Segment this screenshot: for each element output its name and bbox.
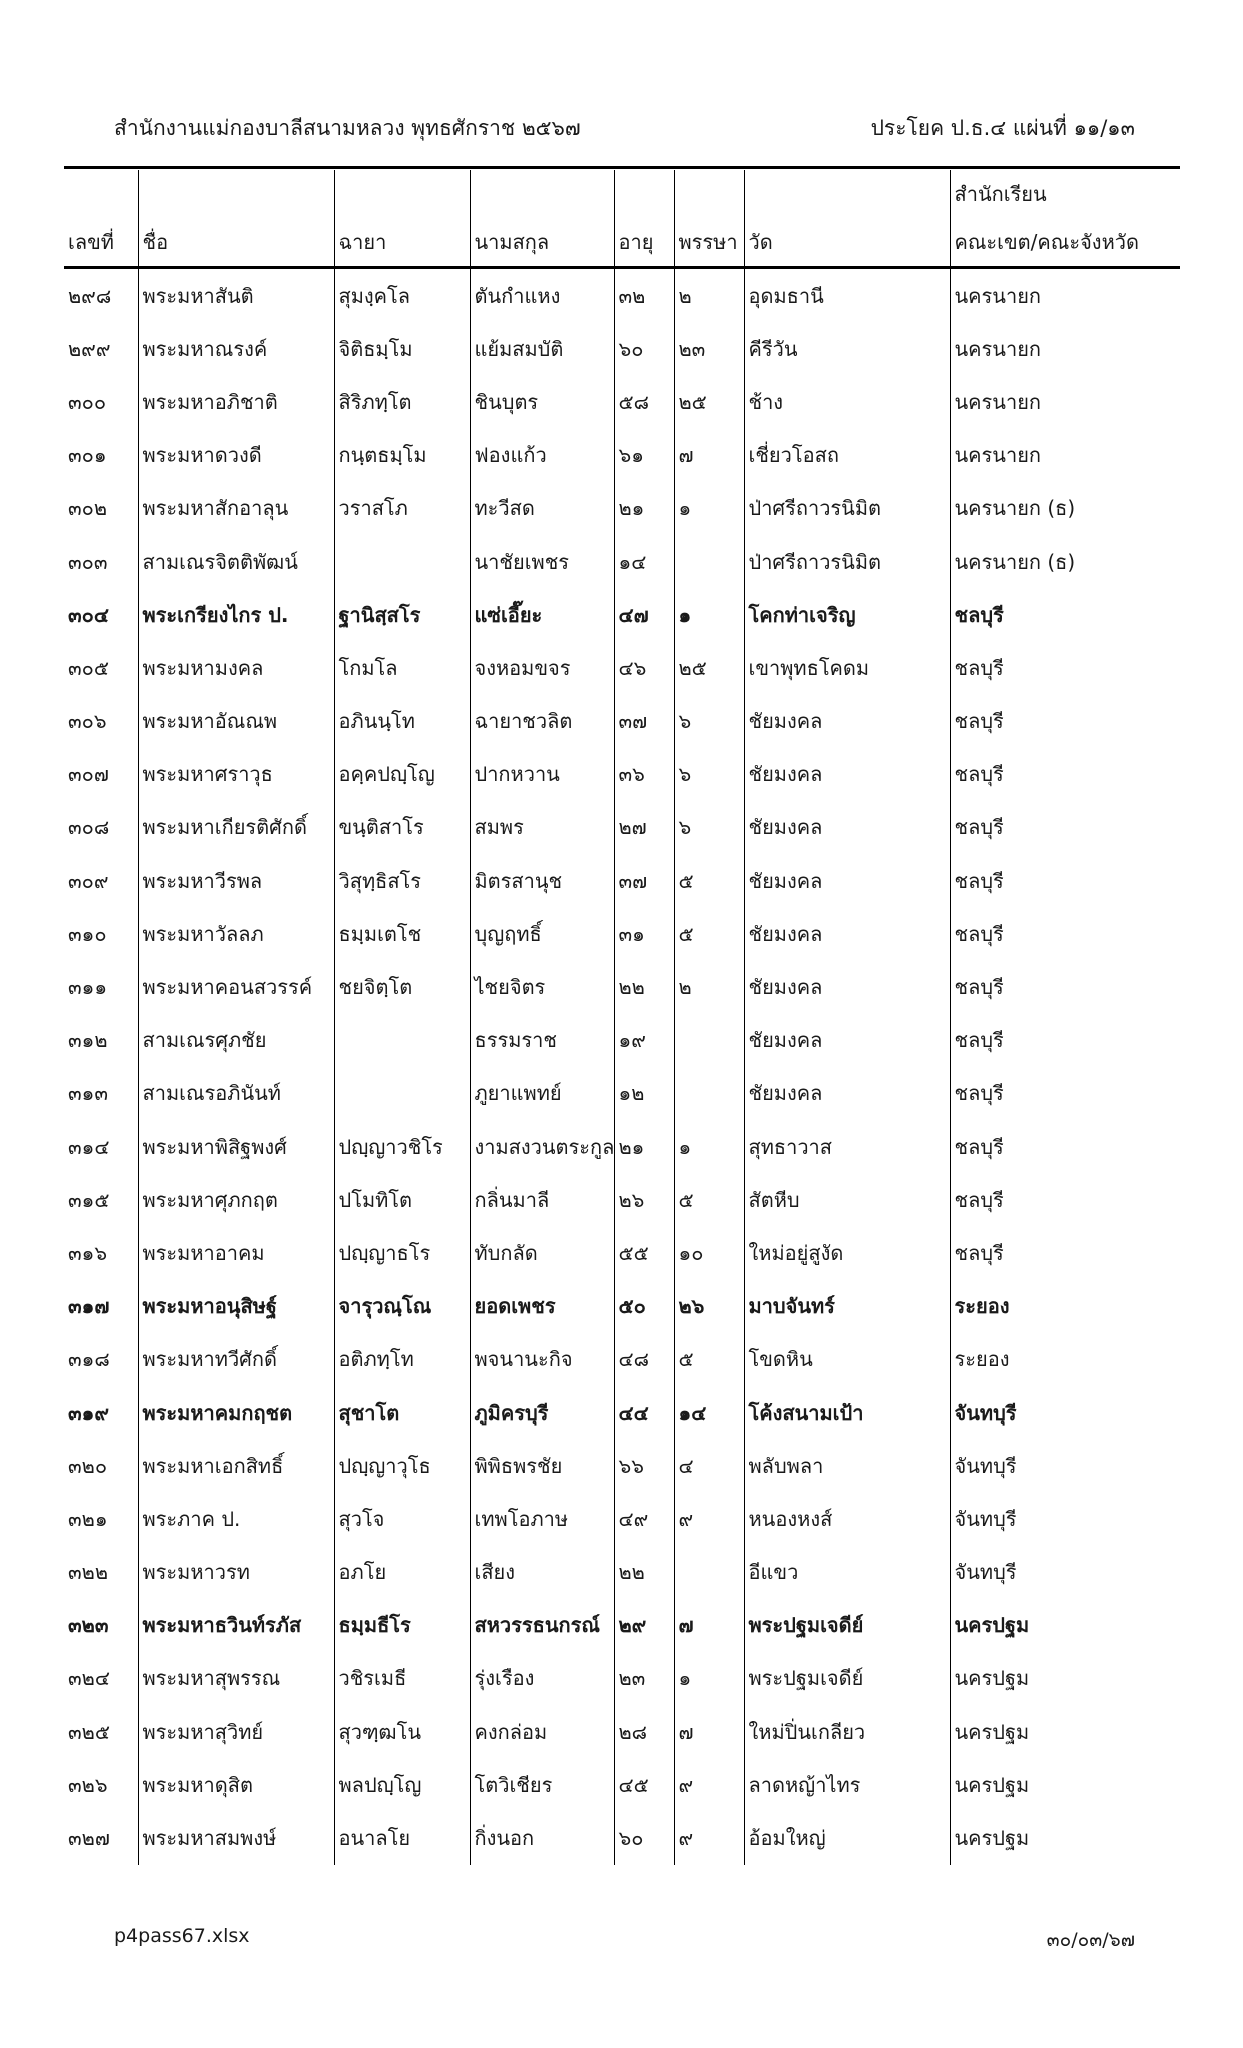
cell-phansa: ๙ xyxy=(674,1811,744,1864)
cell-no: ๓๑๙ xyxy=(68,1400,110,1425)
cell-office: ระยอง xyxy=(950,1333,1180,1386)
cell-alias: ปโมทิโต xyxy=(334,1173,470,1226)
results-table xyxy=(64,170,1180,1865)
cell-age: ๑๒ xyxy=(614,1067,674,1120)
cell-phansa: ๑๔ xyxy=(674,1386,744,1439)
cell-phansa: ๑ xyxy=(674,588,744,641)
cell-age: ๑๙ xyxy=(614,1014,674,1067)
cell-office: จันทบุรี xyxy=(950,1439,1180,1492)
cell-age: ๓๒ xyxy=(614,268,674,323)
cell-no: ๓๐๕ xyxy=(68,655,110,680)
table-row xyxy=(64,429,1180,482)
column-header-age: อายุ xyxy=(614,218,674,268)
column-header-name: ชื่อ xyxy=(138,218,334,268)
cell-office: ชลบุรี xyxy=(950,1120,1180,1173)
cell-age: ๖๑ xyxy=(614,429,674,482)
cell-phansa: ๖ xyxy=(674,801,744,854)
cell-surname: คงกล่อม xyxy=(470,1705,614,1758)
cell-wat: ใหม่ปิ่นเกลียว xyxy=(744,1705,950,1758)
table-row xyxy=(64,960,1180,1013)
table-body xyxy=(64,268,1180,1865)
cell-age: ๓๗ xyxy=(614,854,674,907)
cell-name: พระมหาอาคม xyxy=(138,1226,334,1279)
cell-wat: โคกท่าเจริญ xyxy=(744,588,950,641)
cell-wat: อ้อมใหญ่ xyxy=(744,1811,950,1864)
column-header-wat: วัด xyxy=(744,218,950,268)
cell-name: พระเกรียงไกร ป. xyxy=(138,588,334,641)
cell-office: ชลบุรี xyxy=(950,907,1180,960)
cell-no: ๓๑๒ xyxy=(68,1028,108,1053)
cell-alias: วชิรเมธี xyxy=(334,1652,470,1705)
cell-surname: สหวรรธนกรณ์ xyxy=(470,1599,614,1652)
cell-age: ๔๘ xyxy=(614,1333,674,1386)
cell-wat: สุทธาวาส xyxy=(744,1120,950,1173)
cell-phansa: ๕ xyxy=(674,1173,744,1226)
cell-age: ๕๐ xyxy=(614,1280,674,1333)
cell-surname: เสียง xyxy=(470,1546,614,1599)
cell-wat: หนองหงส์ xyxy=(744,1492,950,1545)
cell-surname: มิตรสานุช xyxy=(470,854,614,907)
table-row xyxy=(64,1120,1180,1173)
cell-no: ๓๑๗ xyxy=(68,1294,110,1319)
cell-office: จันทบุรี xyxy=(950,1546,1180,1599)
cell-surname: งามสงวนตระกูล xyxy=(470,1120,614,1173)
cell-no: ๓๐๘ xyxy=(68,815,110,840)
cell-surname: พิพิธพรชัย xyxy=(470,1439,614,1492)
cell-alias: ชยจิตฺโต xyxy=(334,960,470,1013)
cell-alias xyxy=(334,1067,470,1120)
cell-age: ๑๔ xyxy=(614,535,674,588)
cell-office: นครปฐม xyxy=(950,1758,1180,1811)
table-row xyxy=(64,907,1180,960)
cell-alias: สุมงฺคโล xyxy=(334,268,470,323)
header-cell-spacer xyxy=(470,170,614,218)
cell-name: พระภาค ป. xyxy=(138,1492,334,1545)
table-row xyxy=(64,1333,1180,1386)
cell-age: ๓๑ xyxy=(614,907,674,960)
cell-name: พระมหาศุภกฤต xyxy=(138,1173,334,1226)
cell-office: ชลบุรี xyxy=(950,960,1180,1013)
cell-phansa: ๗ xyxy=(674,1599,744,1652)
header-rule xyxy=(64,166,1180,169)
cell-no: ๓๒๓ xyxy=(68,1613,109,1638)
cell-alias: ธมฺมธีโร xyxy=(334,1599,470,1652)
table-row xyxy=(64,1546,1180,1599)
column-header-alias: ฉายา xyxy=(334,218,470,268)
cell-phansa: ๒ xyxy=(674,268,744,323)
cell-age: ๔๔ xyxy=(614,1386,674,1439)
cell-office: นครปฐม xyxy=(950,1811,1180,1864)
cell-surname: ไชยจิตร xyxy=(470,960,614,1013)
cell-phansa: ๕ xyxy=(674,1333,744,1386)
cell-age: ๒๒ xyxy=(614,1546,674,1599)
cell-no: ๓๑๓ xyxy=(68,1081,109,1106)
cell-phansa: ๒ xyxy=(674,960,744,1013)
cell-no: ๓๒๔ xyxy=(68,1666,110,1691)
cell-age: ๖๐ xyxy=(614,322,674,375)
cell-name: พระมหาเอกสิทธิ์ xyxy=(138,1439,334,1492)
cell-name: สามเณรอภินันท์ xyxy=(138,1067,334,1120)
cell-no: ๓๐๗ xyxy=(68,762,109,787)
cell-phansa: ๕ xyxy=(674,854,744,907)
table-row xyxy=(64,695,1180,748)
header-office-year: สำนักงานแม่กองบาลีสนามหลวง พุทธศักราช ๒๕๖๗ xyxy=(114,116,581,140)
cell-alias: สุชาโต xyxy=(334,1386,470,1439)
cell-no: ๓๒๕ xyxy=(68,1719,110,1744)
cell-name: พระมหาทวีศักดิ์ xyxy=(138,1333,334,1386)
cell-wat: คีรีวัน xyxy=(744,322,950,375)
cell-office: ชลบุรี xyxy=(950,1014,1180,1067)
cell-no: ๓๑๖ xyxy=(68,1240,108,1265)
table-row xyxy=(64,1652,1180,1705)
cell-surname: ทับกลัด xyxy=(470,1226,614,1279)
cell-office: ชลบุรี xyxy=(950,801,1180,854)
cell-name: พระมหาศราวุธ xyxy=(138,748,334,801)
cell-name: พระมหาดุสิต xyxy=(138,1758,334,1811)
cell-wat: ป่าศรีถาวรนิมิต xyxy=(744,482,950,535)
cell-name: พระมหาสุพรรณ xyxy=(138,1652,334,1705)
table-row xyxy=(64,1758,1180,1811)
cell-no: ๓๑๘ xyxy=(68,1347,110,1372)
cell-no: ๓๐๖ xyxy=(68,709,107,734)
cell-no: ๓๒๒ xyxy=(68,1560,109,1585)
cell-no: ๓๐๒ xyxy=(68,496,108,521)
cell-name: พระมหาสุวิทย์ xyxy=(138,1705,334,1758)
table-row xyxy=(64,854,1180,907)
cell-alias: ฐานิสฺสโร xyxy=(334,588,470,641)
header-sheet-number: ประโยค ป.ธ.๔ แผ่นที่ ๑๑/๑๓ xyxy=(870,116,1135,140)
cell-phansa xyxy=(674,535,744,588)
cell-wat: ชัยมงคล xyxy=(744,1014,950,1067)
cell-surname: ภูมิครบุรี xyxy=(470,1386,614,1439)
cell-phansa: ๙ xyxy=(674,1492,744,1545)
cell-phansa: ๖ xyxy=(674,748,744,801)
header-cell-spacer xyxy=(64,170,138,218)
cell-alias: สุวโจ xyxy=(334,1492,470,1545)
cell-alias: ปญฺญาธโร xyxy=(334,1226,470,1279)
cell-age: ๒๙ xyxy=(614,1599,674,1652)
cell-age: ๕๘ xyxy=(614,375,674,428)
cell-name: พระมหาคมกฤชต xyxy=(138,1386,334,1439)
cell-surname: ฉายาชวลิต xyxy=(470,695,614,748)
cell-alias: พลปญฺโญ xyxy=(334,1758,470,1811)
cell-no: ๓๑๑ xyxy=(68,975,108,1000)
cell-wat: พระปฐมเจดีย์ xyxy=(744,1599,950,1652)
cell-surname: กิ่งนอก xyxy=(470,1811,614,1864)
cell-wat: ชัยมงคล xyxy=(744,907,950,960)
cell-wat: มาบจันทร์ xyxy=(744,1280,950,1333)
cell-name: พระมหาเกียรติศักดิ์ xyxy=(138,801,334,854)
cell-age: ๒๖ xyxy=(614,1173,674,1226)
cell-age: ๒๑ xyxy=(614,482,674,535)
cell-no: ๓๑๔ xyxy=(68,1134,110,1159)
cell-no: ๓๐๑ xyxy=(68,443,107,468)
column-header-no: เลขที่ xyxy=(64,218,138,268)
cell-phansa xyxy=(674,1546,744,1599)
table-row xyxy=(64,1067,1180,1120)
column-header-surname: นามสกุล xyxy=(470,218,614,268)
cell-phansa: ๙ xyxy=(674,1758,744,1811)
table-row xyxy=(64,588,1180,641)
cell-wat: อุดมธานี xyxy=(744,268,950,323)
cell-alias: อภโย xyxy=(334,1546,470,1599)
cell-name: พระมหาสมพงษ์ xyxy=(138,1811,334,1864)
cell-wat: เชี่ยวโอสถ xyxy=(744,429,950,482)
cell-surname: บุญฤทธิ์ xyxy=(470,907,614,960)
cell-office: จันทบุรี xyxy=(950,1492,1180,1545)
footer-filename: p4pass67.xlsx xyxy=(114,1925,250,1947)
cell-name: พระมหาคอนสวรรค์ xyxy=(138,960,334,1013)
table-row xyxy=(64,1226,1180,1279)
cell-name: พระมหาพิสิฐพงศ์ xyxy=(138,1120,334,1173)
cell-office: นครปฐม xyxy=(950,1652,1180,1705)
cell-wat: ชัยมงคล xyxy=(744,801,950,854)
cell-phansa: ๑ xyxy=(674,1120,744,1173)
cell-no: ๒๙๙ xyxy=(68,336,111,361)
cell-surname: ยอดเพชร xyxy=(470,1280,614,1333)
table-row xyxy=(64,1014,1180,1067)
cell-phansa: ๔ xyxy=(674,1439,744,1492)
cell-office: ชลบุรี xyxy=(950,854,1180,907)
cell-name: พระมหาวรท xyxy=(138,1546,334,1599)
table-row xyxy=(64,1386,1180,1439)
cell-office: ชลบุรี xyxy=(950,1067,1180,1120)
cell-phansa xyxy=(674,1067,744,1120)
cell-wat: ป่าศรีถาวรนิมิต xyxy=(744,535,950,588)
cell-alias: ธมฺมเตโช xyxy=(334,907,470,960)
cell-wat: ชัยมงคล xyxy=(744,1067,950,1120)
cell-name: พระมหาสักอาลุน xyxy=(138,482,334,535)
cell-wat: ลาดหญ้าไทร xyxy=(744,1758,950,1811)
cell-office: ชลบุรี xyxy=(950,641,1180,694)
cell-name: พระมหาอัณณพ xyxy=(138,695,334,748)
cell-office: ชลบุรี xyxy=(950,1226,1180,1279)
cell-wat: พระปฐมเจดีย์ xyxy=(744,1652,950,1705)
cell-alias: โกมโล xyxy=(334,641,470,694)
cell-phansa: ๗ xyxy=(674,1705,744,1758)
table-row xyxy=(64,322,1180,375)
header-cell-spacer xyxy=(138,170,334,218)
cell-no: ๓๒๗ xyxy=(68,1826,110,1851)
cell-alias: ปญฺญาวชิโร xyxy=(334,1120,470,1173)
cell-office: ชลบุรี xyxy=(950,1173,1180,1226)
cell-wat: ชัยมงคล xyxy=(744,695,950,748)
cell-wat: ช้าง xyxy=(744,375,950,428)
cell-surname: ภูยาแพทย์ xyxy=(470,1067,614,1120)
cell-alias: จิติธมฺโม xyxy=(334,322,470,375)
cell-office: นครนายก xyxy=(950,322,1180,375)
table-row xyxy=(64,1599,1180,1652)
cell-age: ๒๗ xyxy=(614,801,674,854)
footer-date: ๓๐/๐๓/๖๗ xyxy=(1046,1929,1135,1951)
cell-alias: อภินนฺโท xyxy=(334,695,470,748)
cell-name: พระมหาวีรพล xyxy=(138,854,334,907)
cell-phansa xyxy=(674,1014,744,1067)
table-row xyxy=(64,1439,1180,1492)
cell-surname: ฟองแก้ว xyxy=(470,429,614,482)
table-row xyxy=(64,1280,1180,1333)
cell-office: ชลบุรี xyxy=(950,748,1180,801)
cell-no: ๓๐๐ xyxy=(68,389,107,414)
table-row xyxy=(64,268,1180,323)
column-header-office-bottom: คณะเขต/คณะจังหวัด xyxy=(950,218,1180,268)
cell-alias xyxy=(334,535,470,588)
cell-name: พระมหาณรงค์ xyxy=(138,322,334,375)
cell-age: ๕๕ xyxy=(614,1226,674,1279)
cell-surname: รุ่งเรือง xyxy=(470,1652,614,1705)
cell-alias: สิริภทฺโต xyxy=(334,375,470,428)
table-row xyxy=(64,1811,1180,1864)
cell-phansa: ๒๕ xyxy=(674,641,744,694)
cell-surname: แซ่เอี๊ยะ xyxy=(470,588,614,641)
cell-alias: อคฺคปญฺโญ xyxy=(334,748,470,801)
cell-phansa: ๕ xyxy=(674,907,744,960)
cell-alias: ปญฺญาวุโธ xyxy=(334,1439,470,1492)
cell-alias: สุวฑฺฒโน xyxy=(334,1705,470,1758)
column-header-office-top: สำนักเรียน xyxy=(950,170,1180,218)
cell-wat: ชัยมงคล xyxy=(744,960,950,1013)
cell-office: นครนายก xyxy=(950,429,1180,482)
cell-name: พระมหาสันติ xyxy=(138,268,334,323)
cell-alias: อติภทฺโท xyxy=(334,1333,470,1386)
cell-age: ๔๗ xyxy=(614,588,674,641)
cell-office: นครนายก (ธ) xyxy=(950,482,1180,535)
cell-name: พระมหาวัลลภ xyxy=(138,907,334,960)
cell-age: ๒๘ xyxy=(614,1705,674,1758)
header-cell-spacer xyxy=(334,170,470,218)
cell-office: นครนายก xyxy=(950,375,1180,428)
cell-name: สามเณรจิตติพัฒน์ xyxy=(138,535,334,588)
cell-no: ๓๐๓ xyxy=(68,549,108,574)
cell-alias: วิสุทฺธิสโร xyxy=(334,854,470,907)
cell-age: ๖๖ xyxy=(614,1439,674,1492)
table-row xyxy=(64,748,1180,801)
cell-wat: ใหม่อยู่สูงัด xyxy=(744,1226,950,1279)
table-row xyxy=(64,482,1180,535)
cell-surname: นาชัยเพชร xyxy=(470,535,614,588)
table-row xyxy=(64,641,1180,694)
cell-alias xyxy=(334,1014,470,1067)
cell-wat: ชัยมงคล xyxy=(744,854,950,907)
cell-phansa: ๒๖ xyxy=(674,1280,744,1333)
header-cell-spacer xyxy=(744,170,950,218)
column-header-phansa: พรรษา xyxy=(674,218,744,268)
cell-office: นครปฐม xyxy=(950,1705,1180,1758)
header-cell-spacer xyxy=(614,170,674,218)
header-cell-spacer xyxy=(674,170,744,218)
table-row xyxy=(64,801,1180,854)
cell-no: ๓๑๕ xyxy=(68,1187,110,1212)
cell-phansa: ๒๕ xyxy=(674,375,744,428)
cell-age: ๓๗ xyxy=(614,695,674,748)
cell-office: ชลบุรี xyxy=(950,695,1180,748)
cell-name: พระมหาดวงดี xyxy=(138,429,334,482)
cell-name: พระมหามงคล xyxy=(138,641,334,694)
cell-phansa: ๖ xyxy=(674,695,744,748)
cell-name: พระมหาธวินท์รภัส xyxy=(138,1599,334,1652)
cell-surname: ทะวีสด xyxy=(470,482,614,535)
cell-no: ๓๒๐ xyxy=(68,1453,108,1478)
cell-office: จันทบุรี xyxy=(950,1386,1180,1439)
cell-office: นครนายก xyxy=(950,268,1180,323)
cell-surname: ชินบุตร xyxy=(470,375,614,428)
cell-name: พระมหาอนุสิษฐ์ xyxy=(138,1280,334,1333)
cell-age: ๒๒ xyxy=(614,960,674,1013)
cell-name: สามเณรศุภชัย xyxy=(138,1014,334,1067)
cell-surname: แย้มสมบัติ xyxy=(470,322,614,375)
cell-phansa: ๑ xyxy=(674,482,744,535)
table-row xyxy=(64,375,1180,428)
cell-surname: พจนานะกิจ xyxy=(470,1333,614,1386)
cell-alias: วราสโภ xyxy=(334,482,470,535)
cell-age: ๒๑ xyxy=(614,1120,674,1173)
cell-no: ๓๒๑ xyxy=(68,1506,108,1531)
cell-wat: อีแขว xyxy=(744,1546,950,1599)
cell-no: ๓๑๐ xyxy=(68,921,107,946)
table-row xyxy=(64,1173,1180,1226)
cell-office: ชลบุรี xyxy=(950,588,1180,641)
cell-no: ๓๐๔ xyxy=(68,602,110,627)
cell-phansa: ๑ xyxy=(674,1652,744,1705)
cell-surname: ตันกำแหง xyxy=(470,268,614,323)
cell-wat: เขาพุทธโคดม xyxy=(744,641,950,694)
table-row xyxy=(64,1705,1180,1758)
cell-surname: ธรรมราช xyxy=(470,1014,614,1067)
cell-surname: เทพโอภาษ xyxy=(470,1492,614,1545)
cell-name: พระมหาอภิชาติ xyxy=(138,375,334,428)
table-row xyxy=(64,1492,1180,1545)
cell-no: ๓๐๙ xyxy=(68,868,109,893)
cell-surname: โตวิเชียร xyxy=(470,1758,614,1811)
cell-office: ระยอง xyxy=(950,1280,1180,1333)
cell-alias: ขนฺติสาโร xyxy=(334,801,470,854)
cell-age: ๔๖ xyxy=(614,641,674,694)
cell-surname: กลิ่นมาลี xyxy=(470,1173,614,1226)
cell-age: ๔๙ xyxy=(614,1492,674,1545)
cell-wat: โขดหิน xyxy=(744,1333,950,1386)
cell-phansa: ๒๓ xyxy=(674,322,744,375)
cell-office: นครปฐม xyxy=(950,1599,1180,1652)
cell-office: นครนายก (ธ) xyxy=(950,535,1180,588)
cell-phansa: ๗ xyxy=(674,429,744,482)
cell-alias: จารุวณฺโณ xyxy=(334,1280,470,1333)
cell-wat: สัตหีบ xyxy=(744,1173,950,1226)
cell-phansa: ๑๐ xyxy=(674,1226,744,1279)
cell-alias: อนาลโย xyxy=(334,1811,470,1864)
cell-age: ๔๕ xyxy=(614,1758,674,1811)
cell-no: ๒๙๘ xyxy=(68,283,112,308)
cell-alias: กนฺตธมฺโม xyxy=(334,429,470,482)
table-row xyxy=(64,535,1180,588)
cell-wat: โค้งสนามเป้า xyxy=(744,1386,950,1439)
cell-age: ๓๖ xyxy=(614,748,674,801)
cell-age: ๖๐ xyxy=(614,1811,674,1864)
cell-no: ๓๒๖ xyxy=(68,1772,108,1797)
cell-surname: ปากหวาน xyxy=(470,748,614,801)
cell-wat: ชัยมงคล xyxy=(744,748,950,801)
cell-surname: จงหอมขจร xyxy=(470,641,614,694)
cell-age: ๒๓ xyxy=(614,1652,674,1705)
cell-surname: สมพร xyxy=(470,801,614,854)
cell-wat: พลับพลา xyxy=(744,1439,950,1492)
